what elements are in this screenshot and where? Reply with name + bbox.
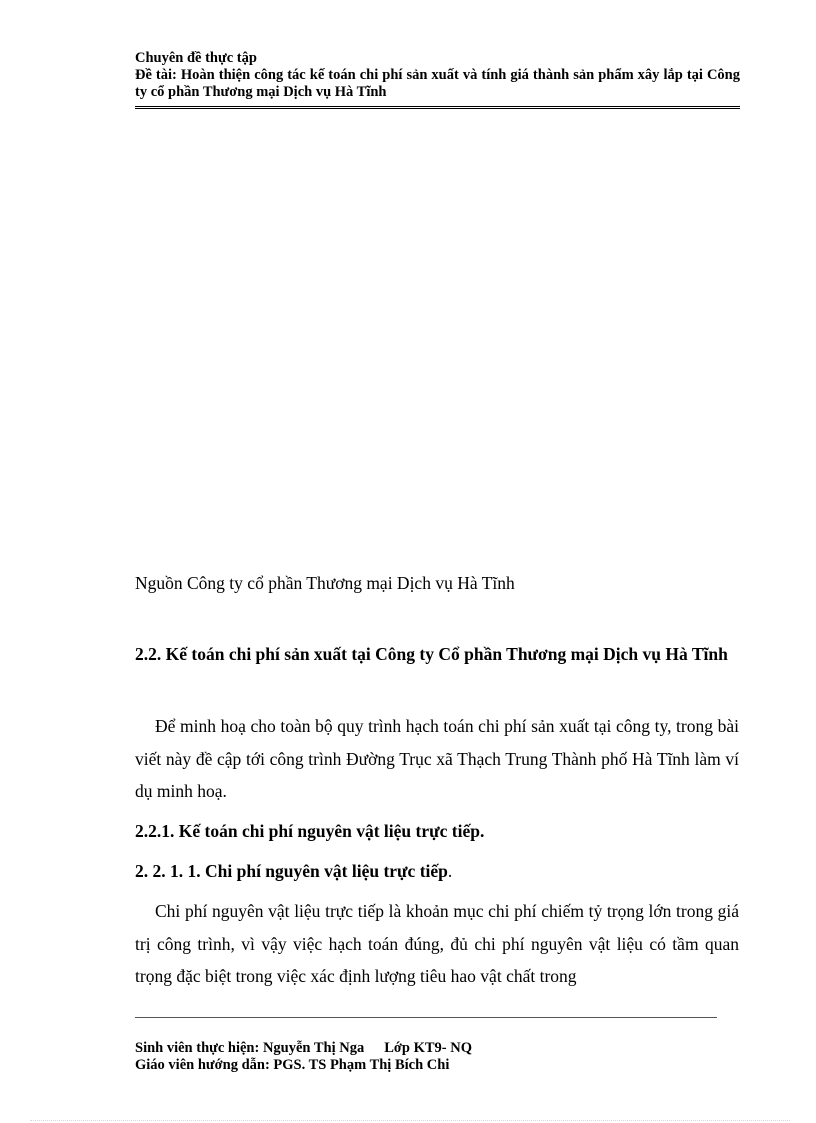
class-code: Lớp KT9- NQ (384, 1040, 473, 1056)
subsubsection-punctuation: . (447, 861, 453, 881)
subsubsection-heading (135, 855, 739, 888)
section-heading: 2.2. Kế toán chi phí sản xuất tại Công ty Cổ phần Thương mại Dịch vụ Hà Tĩnh (135, 644, 728, 664)
subsection-heading: 2.2.1. Kế toán chi phí nguyên vật liệu trực tiếp. (135, 821, 485, 841)
figure-source-note: Nguồn Công ty cổ phần Thương mại Dịch vụ Hà Tĩnh (135, 573, 515, 593)
header-divider (135, 106, 740, 109)
report-subject: Chuyên đề thực tập (135, 50, 257, 66)
body-paragraph: Chi phí nguyên vật liệu trực tiếp là khoản mục chi phí chiếm tỷ trọng lớn trong giá trị công trình, vì vậy việc hạch toán đúng, đủ chi phí nguyên vật liệu có tầm quan trọng đặc biệt trong việc xác định lượng tiêu hao vật chất trong (135, 901, 739, 986)
footer-divider (135, 1017, 717, 1018)
page-header (135, 50, 740, 101)
advisor-name: Giáo viên hướng dẫn: PGS. TS Phạm Thị Bích Chi (135, 1057, 450, 1073)
report-title: Đề tài: Hoàn thiện công tác kế toán chi phí sản xuất và tính giá thành sản phẩm xây lắp tại Công ty cổ phần Thương mại Dịch vụ Hà Tĩnh (135, 67, 740, 100)
subsubsection-title: 2. 2. 1. 1. Chi phí nguyên vật liệu trực tiếp (135, 861, 448, 881)
page-footer (135, 1040, 472, 1074)
footer-student-line (135, 1040, 472, 1057)
intro-paragraph: Để minh hoạ cho toàn bộ quy trình hạch toán chi phí sản xuất tại công ty, trong bài viết này đề cập tới công trình Đường Trục xã Thạch Trung Thành phố Hà Tĩnh làm ví dụ minh hoạ. (135, 716, 739, 801)
student-name: Sinh viên thực hiện: Nguyễn Thị Nga (135, 1040, 365, 1056)
page-bottom-border (30, 1120, 790, 1121)
